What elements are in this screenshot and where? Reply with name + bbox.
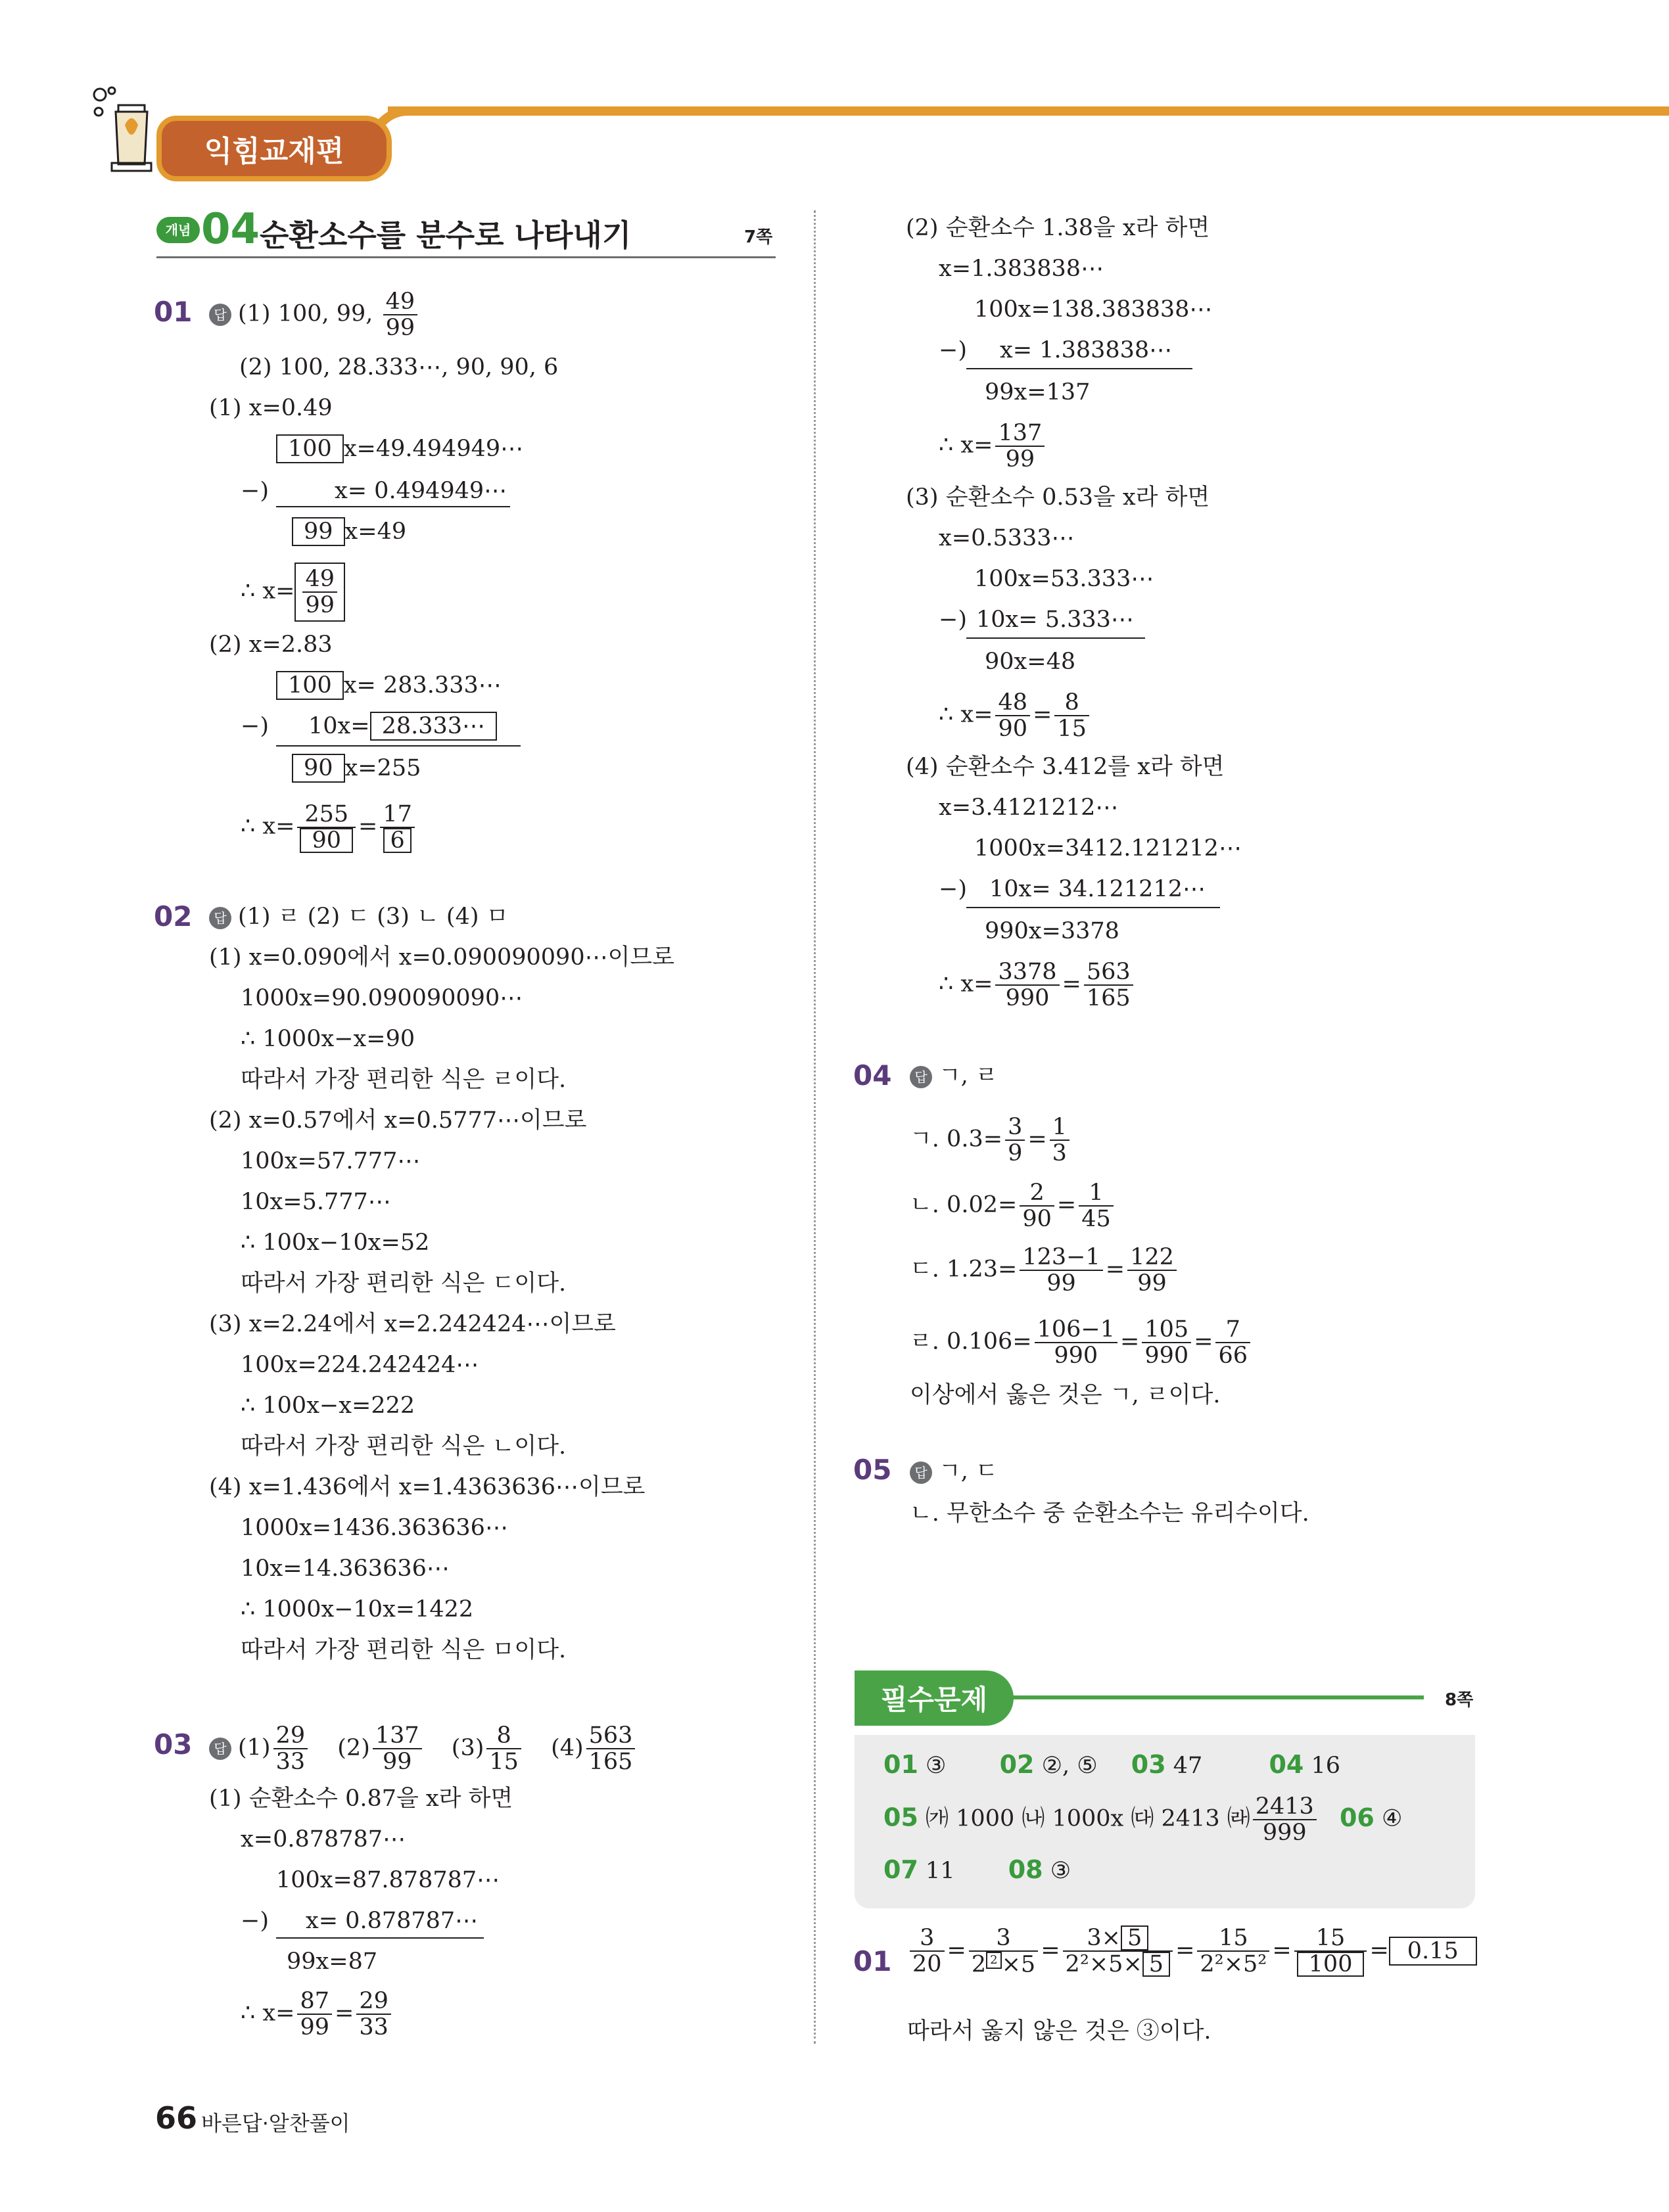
frac-num: 106−1 — [1035, 1317, 1117, 1343]
answer-label: (3) — [451, 1734, 484, 1761]
required-title: 필수문제 — [880, 1684, 988, 1716]
q03-s3-l2: 100x=53.333⋯ — [974, 566, 1154, 592]
fraction — [1054, 690, 1089, 741]
frac-den: 99 — [1046, 1270, 1076, 1297]
frac-num: 8 — [486, 1723, 521, 1749]
req01-equation — [907, 1925, 1477, 1977]
page-number: 66 — [155, 2100, 198, 2136]
q03-s2-l5 — [939, 421, 1047, 472]
answer-val: ④ — [1382, 1805, 1403, 1832]
section-badge-label: 개념 — [165, 222, 191, 238]
answer-label: (2) — [337, 1734, 370, 1761]
fraction — [1035, 1317, 1117, 1368]
frac-num: 122 — [1127, 1245, 1177, 1271]
fraction — [1253, 1794, 1317, 1845]
answer-val: ②, ⑤ — [1041, 1753, 1098, 1779]
frac-den: 999 — [1262, 1820, 1307, 1846]
equation-text: ㄴ. 0.02= — [910, 1191, 1018, 1218]
q01-answer1: (1) 100, 99, — [238, 300, 373, 327]
equation-text: x=49.494949⋯ — [343, 436, 524, 462]
frac-num: 7 — [1215, 1317, 1250, 1343]
answer-val: ③ — [1050, 1858, 1071, 1884]
solution-line: ∴ 100x−x=222 — [241, 1393, 415, 1419]
fraction — [1063, 1925, 1173, 1977]
frac-den: 15 — [489, 1749, 519, 1775]
frac-num: 1 — [1079, 1180, 1114, 1207]
equals-sign: = — [947, 1937, 966, 1964]
result-box: 0.15 — [1389, 1937, 1477, 1966]
frac-den: 15 — [1057, 716, 1087, 742]
fraction — [995, 690, 1030, 741]
frac-num: 8 — [1054, 690, 1089, 716]
q01-answer-line — [209, 289, 420, 340]
therefore-text: ∴ x= — [939, 701, 993, 728]
required-answer-box — [855, 1735, 1475, 1908]
frac-num: 49 — [383, 289, 418, 315]
frac-num — [1063, 1925, 1173, 1952]
frac-den: 9 — [1008, 1140, 1023, 1166]
fraction — [1020, 1245, 1102, 1296]
required-header — [855, 1671, 1014, 1726]
frac-num: 3 — [1005, 1115, 1025, 1141]
equals-sign: = — [1062, 971, 1081, 998]
subtraction-line — [276, 1937, 484, 1939]
fraction — [1079, 1180, 1114, 1232]
frac-num: 3378 — [995, 959, 1059, 986]
blank-box: 100 — [1297, 1952, 1365, 1977]
q04-answer-line — [910, 1061, 998, 1091]
frac-den: 165 — [1086, 985, 1131, 1011]
q01-s1-l3 — [292, 517, 406, 547]
q05-number: 05 — [853, 1454, 892, 1486]
blank-box: 99 — [292, 517, 345, 546]
section-underline — [156, 256, 776, 258]
answer-val: 11 — [926, 1858, 955, 1884]
subtraction-line — [966, 368, 1192, 369]
frac-num: 1 — [1050, 1115, 1070, 1141]
answer-badge: 답 — [910, 1066, 932, 1088]
q03-s1-l1: x=0.878787⋯ — [241, 1826, 406, 1853]
answer-num: 02 — [999, 1750, 1035, 1779]
therefore-text: ∴ x= — [241, 813, 295, 840]
blank-box: 90 — [300, 828, 353, 853]
q03-s2-l1: x=1.383838⋯ — [939, 256, 1104, 282]
minus-sign: −) — [939, 876, 967, 902]
frac-den: 990 — [1054, 1343, 1098, 1369]
q01-s1-l2 — [241, 476, 507, 506]
equation-text: x= 283.333⋯ — [343, 672, 502, 699]
q03-answer-line — [209, 1723, 638, 1774]
answer-num: 07 — [883, 1855, 918, 1884]
q04-conclusion: 이상에서 옳은 것은 ㄱ, ㄹ이다. — [910, 1382, 1221, 1408]
equals-sign: = — [1272, 1937, 1292, 1964]
q01-s1-head: (1) x=0.49 — [209, 395, 333, 421]
fraction — [969, 1925, 1038, 1977]
q03-s1-l5 — [241, 1989, 394, 2040]
fraction — [297, 1989, 332, 2040]
answer-badge: 답 — [910, 1462, 932, 1484]
answer-val: 16 — [1311, 1753, 1341, 1779]
solution-line: (4) x=1.436에서 x=1.4363636⋯이므로 — [209, 1474, 646, 1500]
num-part: 3× — [1087, 1925, 1121, 1952]
frac-den: 99 — [385, 315, 415, 341]
frac-num: 15 — [1294, 1925, 1367, 1952]
fraction — [1084, 959, 1133, 1011]
frac-den — [969, 1952, 1038, 1977]
q05-answer: ㄱ, ㄷ — [939, 1458, 998, 1485]
fraction — [1005, 1115, 1025, 1166]
solution-line: 따라서 가장 편리한 식은 ㄴ이다. — [241, 1433, 567, 1460]
q02-number: 02 — [154, 900, 193, 933]
equals-sign: = — [1105, 1256, 1125, 1283]
footer-label: 바른답·알찬풀이 — [201, 2111, 350, 2136]
frac-num: 15 — [1197, 1925, 1269, 1952]
q01-s2-head: (2) x=2.83 — [209, 632, 333, 658]
frac-den: 90 — [998, 716, 1028, 742]
frac-den — [1063, 1952, 1173, 1977]
answer-num: 01 — [883, 1750, 918, 1779]
frac-den — [380, 828, 415, 853]
fraction — [1020, 1180, 1054, 1232]
q03-s2-l2: 100x=138.383838⋯ — [974, 296, 1213, 323]
q03-s3-l3 — [939, 605, 1134, 635]
answer-num: 06 — [1339, 1803, 1375, 1832]
q01-s2-l2 — [241, 711, 497, 741]
q04-number: 04 — [853, 1059, 892, 1092]
equation-text: 10x= — [308, 713, 370, 739]
therefore-text: ∴ x= — [241, 2000, 295, 2027]
q01-answer2: (2) 100, 28.333⋯, 90, 90, 6 — [239, 354, 559, 380]
solution-line: 따라서 가장 편리한 식은 ㄷ이다. — [241, 1270, 567, 1297]
fraction — [273, 1723, 308, 1774]
den-part: 2²×5× — [1065, 1951, 1142, 1978]
frac-den: 2²×5² — [1200, 1951, 1267, 1978]
solution-line: 100x=57.777⋯ — [241, 1148, 421, 1174]
q03-s4-head: (4) 순환소수 3.412를 x라 하면 — [906, 754, 1225, 780]
frac-num: 2413 — [1253, 1794, 1317, 1820]
q04-l2 — [910, 1180, 1116, 1232]
minus-sign: −) — [241, 713, 269, 739]
column-divider — [814, 210, 816, 2044]
answer-row-1 — [883, 1749, 1340, 1781]
solution-line: (3) x=2.24에서 x=2.242424⋯이므로 — [209, 1311, 616, 1337]
answer-label: (4) — [551, 1734, 584, 1761]
solution-line: 따라서 가장 편리한 식은 ㄹ이다. — [241, 1067, 567, 1093]
frac-den: 990 — [1005, 985, 1050, 1011]
equation-text: x= 0.878787⋯ — [305, 1908, 479, 1934]
equation-text: x= 1.383838⋯ — [999, 337, 1173, 363]
boxed-frac — [294, 563, 345, 622]
fraction — [356, 1989, 391, 2040]
frac-num: 563 — [586, 1723, 636, 1749]
q04-l3 — [910, 1245, 1179, 1296]
lantern-icon — [92, 85, 164, 177]
answer-num: 03 — [1131, 1750, 1166, 1779]
q03-s4-l4: 990x=3378 — [985, 918, 1119, 944]
solution-line: 10x=5.777⋯ — [241, 1189, 391, 1215]
frac-num: 17 — [380, 802, 415, 828]
q03-s2-l4: 99x=137 — [985, 379, 1091, 405]
frac-den: 99 — [305, 592, 335, 618]
solution-line: 100x=224.242424⋯ — [241, 1352, 479, 1378]
solution-line: 10x=14.363636⋯ — [241, 1555, 450, 1582]
equals-sign: = — [1369, 1937, 1389, 1964]
equals-sign: = — [1056, 1191, 1077, 1218]
equation-text: x= 0.494949⋯ — [334, 478, 507, 504]
therefore-text: ∴ x= — [241, 578, 295, 605]
blank-box: 28.333⋯ — [370, 712, 497, 741]
minus-sign: −) — [241, 478, 269, 504]
subtraction-line — [276, 506, 510, 507]
req01-conclusion: 따라서 옳지 않은 것은 ③이다. — [907, 2018, 1211, 2044]
q02-answer: (1) ㄹ (2) ㄷ (3) ㄴ (4) ㅁ — [238, 904, 509, 930]
q03-s3-head: (3) 순환소수 0.53을 x라 하면 — [906, 484, 1210, 511]
frac-num: 3 — [969, 1925, 1038, 1952]
equation-text: ㄱ. 0.3= — [910, 1126, 1003, 1153]
fraction — [586, 1723, 636, 1774]
frac-num: 137 — [995, 421, 1045, 447]
equals-sign: = — [1120, 1328, 1140, 1355]
blank-box: 2 — [986, 1952, 1001, 1969]
q01-answer-frac — [383, 289, 418, 340]
frac-num: 137 — [373, 1723, 422, 1749]
den-part: ×5 — [1001, 1951, 1036, 1978]
frac-num: 29 — [356, 1989, 391, 2015]
q04-answer: ㄱ, ㄹ — [939, 1063, 998, 1089]
fraction — [297, 802, 356, 853]
equals-sign: = — [1033, 701, 1052, 728]
blank-box: 6 — [383, 828, 411, 853]
equals-sign: = — [1194, 1328, 1213, 1355]
required-page-ref: 8쪽 — [1445, 1690, 1474, 1710]
frac-den: 90 — [1022, 1206, 1052, 1232]
frac-num: 29 — [273, 1723, 308, 1749]
frac-den: 3 — [1052, 1140, 1067, 1166]
frac-den — [1294, 1952, 1367, 1977]
equals-sign: = — [335, 2000, 354, 2027]
equals-sign: = — [1175, 1937, 1195, 1964]
frac-num: 105 — [1142, 1317, 1191, 1343]
frac-num: 48 — [995, 690, 1030, 716]
fraction — [1050, 1115, 1070, 1166]
blank-box: 90 — [292, 754, 345, 783]
minus-sign: −) — [939, 607, 967, 633]
q03-s3-l1: x=0.5333⋯ — [939, 525, 1075, 551]
solution-line: ∴ 1000x−10x=1422 — [241, 1596, 474, 1623]
frac-den: 45 — [1081, 1206, 1111, 1232]
q03-s4-l2: 1000x=3412.121212⋯ — [974, 835, 1242, 862]
fraction — [1215, 1317, 1250, 1368]
q01-s2-l4 — [241, 802, 417, 853]
equation-text: 10x= 5.333⋯ — [976, 607, 1134, 633]
fraction — [380, 802, 415, 853]
subtraction-line — [276, 745, 521, 747]
answer-num: 05 — [883, 1803, 918, 1832]
answer-val: 47 — [1173, 1753, 1203, 1779]
q03-s3-l5 — [939, 690, 1092, 741]
frac-den — [297, 828, 356, 853]
solution-line: ∴ 1000x−x=90 — [241, 1026, 415, 1052]
frac-num: 2 — [1020, 1180, 1054, 1207]
fraction — [1197, 1925, 1269, 1977]
frac-den: 165 — [588, 1749, 633, 1775]
frac-den: 66 — [1218, 1343, 1248, 1369]
q03-s3-l4: 90x=48 — [985, 649, 1076, 675]
frac-den: 990 — [1144, 1343, 1189, 1369]
q03-s2-l3 — [939, 335, 1172, 365]
equation-text: x=255 — [344, 755, 421, 781]
q05-line: ㄴ. 무한소수 중 순환소수는 유리수이다. — [910, 1500, 1309, 1527]
q03-s4-l5 — [939, 959, 1136, 1011]
fraction — [373, 1723, 422, 1774]
therefore-text: ∴ x= — [939, 432, 993, 459]
equation-text: x=49 — [344, 518, 407, 545]
answer-label: (1) — [238, 1734, 271, 1761]
section-title: 순환소수를 분수로 나타내기 — [260, 218, 632, 253]
solution-line: ∴ 100x−10x=52 — [241, 1230, 430, 1256]
q03-s1-l2: 100x=87.878787⋯ — [276, 1867, 500, 1893]
frac-num: 563 — [1084, 959, 1133, 986]
fraction — [910, 1925, 945, 1977]
section-number: 04 — [201, 205, 260, 254]
fraction — [1142, 1317, 1191, 1368]
frac-num: 255 — [297, 802, 356, 828]
equation-text: ㄷ. 1.23= — [910, 1256, 1018, 1283]
q04-l4 — [910, 1317, 1253, 1368]
q02-answer-line — [209, 902, 508, 932]
answer-num: 04 — [1269, 1750, 1304, 1779]
solution-line: 1000x=90.090090090⋯ — [241, 985, 523, 1011]
fraction — [1294, 1925, 1367, 1977]
q03-s1-l3 — [241, 1906, 478, 1936]
frac-den: 20 — [912, 1951, 942, 1978]
equals-sign: = — [358, 813, 378, 840]
equation-text: ㄹ. 0.106= — [910, 1328, 1032, 1355]
required-header-line — [1012, 1695, 1424, 1699]
answer-row-3 — [883, 1855, 1071, 1886]
blank-box: 100 — [276, 434, 344, 463]
q03-number: 03 — [154, 1728, 193, 1761]
q01-number: 01 — [154, 296, 193, 328]
blank-box: 100 — [276, 671, 344, 700]
section-page-ref: 7쪽 — [744, 227, 773, 247]
q03-s1-l4: 99x=87 — [287, 1948, 378, 1975]
therefore-text: ∴ x= — [939, 971, 993, 998]
frac-den: 99 — [300, 2014, 330, 2040]
answer-badge: 답 — [209, 304, 231, 326]
frac-den: 33 — [275, 1749, 306, 1775]
minus-sign: −) — [241, 1908, 269, 1934]
fraction — [1127, 1245, 1177, 1296]
fraction — [995, 959, 1059, 1011]
header-bar — [388, 106, 1669, 116]
q04-l1 — [910, 1115, 1072, 1166]
frac-num: 87 — [297, 1989, 332, 2015]
den-part: 2 — [971, 1951, 987, 1978]
q05-answer-line — [910, 1456, 998, 1486]
q03-s2-head: (2) 순환소수 1.38을 x라 하면 — [906, 215, 1210, 241]
answer-row-2 — [883, 1794, 1402, 1845]
header-tab-label: 익힘교재편 — [204, 135, 344, 168]
subtraction-line — [966, 637, 1145, 639]
frac-num: 123−1 — [1020, 1245, 1102, 1271]
q03-s4-l3 — [939, 874, 1206, 904]
answer-badge: 답 — [209, 1738, 231, 1760]
fraction — [995, 421, 1045, 472]
q03-s1-head: (1) 순환소수 0.87을 x라 하면 — [209, 1786, 513, 1812]
solution-line: 1000x=1436.363636⋯ — [241, 1515, 508, 1541]
frac-den: 33 — [359, 2014, 388, 2040]
frac-den: 99 — [382, 1749, 412, 1775]
solution-line: 따라서 가장 편리한 식은 ㅁ이다. — [241, 1637, 567, 1663]
q01-s2-l1 — [276, 670, 502, 701]
solution-line: (2) x=0.57에서 x=0.5777⋯이므로 — [209, 1107, 587, 1134]
answer-num: 08 — [1008, 1855, 1043, 1884]
frac-num: 49 — [302, 566, 337, 593]
equation-text: 10x= 34.121212⋯ — [989, 876, 1206, 902]
blank-box: 5 — [1121, 1925, 1148, 1950]
req01-number: 01 — [853, 1945, 892, 1977]
header-tab — [156, 116, 392, 181]
answer-badge: 답 — [209, 907, 231, 929]
solution-line: (1) x=0.090에서 x=0.090090090⋯이므로 — [209, 944, 675, 971]
q01-s1-l1 — [276, 434, 523, 464]
equals-sign: = — [1041, 1937, 1060, 1964]
answer-val: ③ — [926, 1753, 947, 1779]
q01-s1-l4 — [241, 563, 345, 622]
frac-num: 3 — [910, 1925, 945, 1952]
section-badge — [156, 217, 200, 243]
subtraction-line — [966, 907, 1220, 908]
blank-box: 5 — [1142, 1952, 1170, 1977]
fraction — [486, 1723, 521, 1774]
answer-val: ㈎ 1000 ㈏ 1000x ㈐ 2413 ㈑ — [926, 1805, 1250, 1832]
frac-den: 99 — [1005, 446, 1035, 472]
minus-sign: −) — [939, 337, 967, 363]
frac-den: 99 — [1137, 1270, 1167, 1297]
q03-s4-l1: x=3.4121212⋯ — [939, 795, 1119, 821]
q01-s2-l3 — [292, 753, 421, 783]
equals-sign: = — [1027, 1126, 1047, 1153]
